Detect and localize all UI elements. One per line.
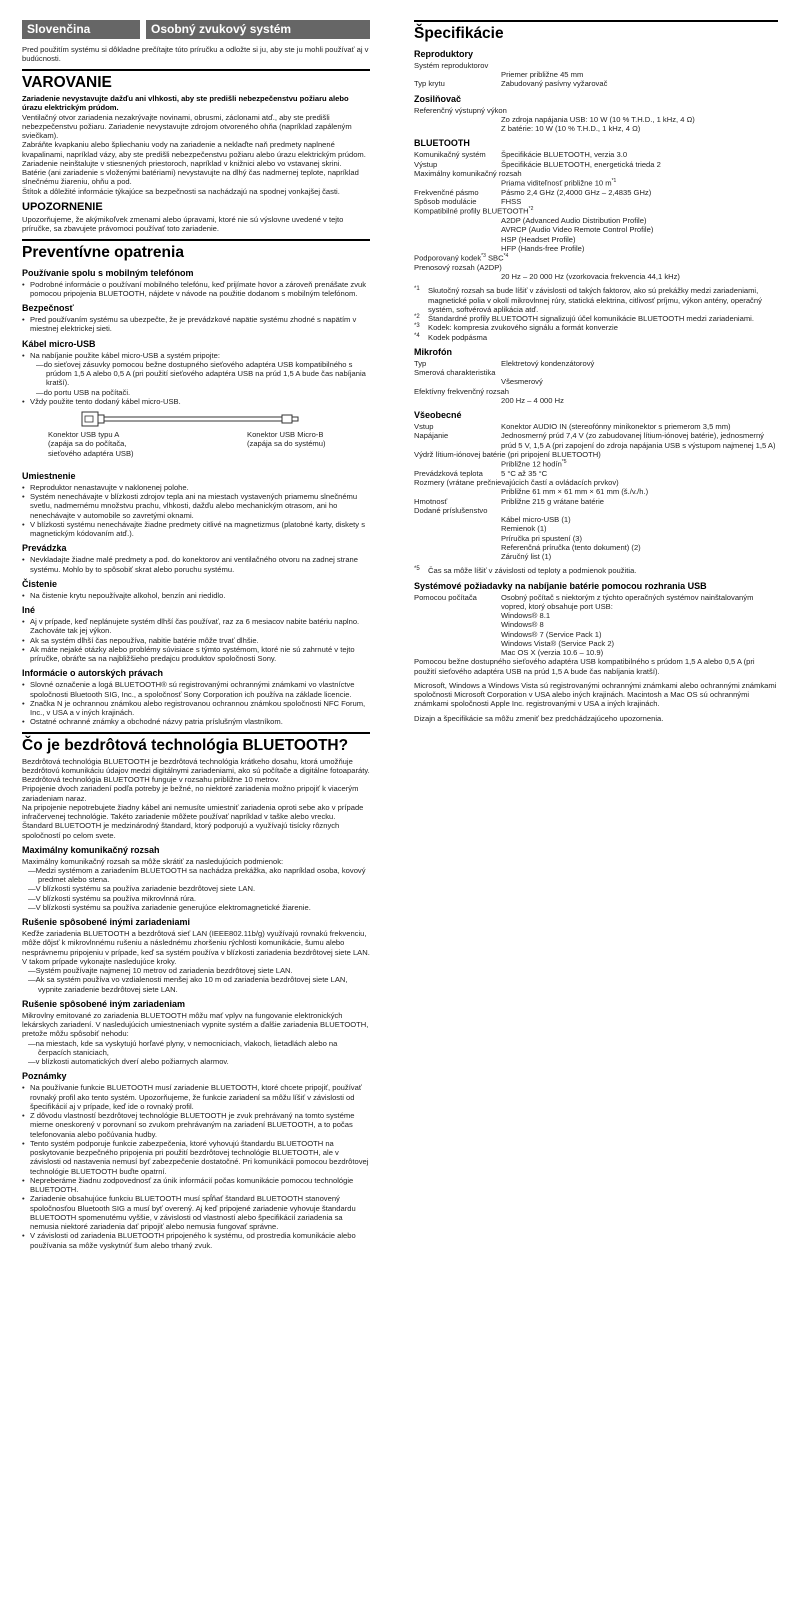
spec-value [501, 593, 778, 658]
label-line: Konektor USB typu A [48, 430, 120, 439]
spec-value [414, 178, 778, 188]
spec-value: Špecifikácie BLUETOOTH, verzia 3.0 [501, 150, 628, 160]
bt-spec-title: BLUETOOTH [414, 138, 470, 149]
spec-value: HSP (Headset Profile) [501, 234, 576, 244]
usb-sub-item: — do portu USB na počítači. [30, 388, 370, 397]
spec-key: Prevádzková teplota [414, 468, 483, 478]
spec-key: Frekvenčné pásmo [414, 187, 479, 197]
spec-key [414, 206, 778, 216]
product-tab: Osobný zvukový systém [146, 20, 370, 39]
operation-title: Prevádzka [22, 543, 67, 554]
spec-value: Zabudovaný pasívny vyžarovač [501, 79, 608, 89]
interference-item: — Systém používajte najmenej 10 metrov od zariadenia bezdrôtovej siete LAN. [22, 966, 370, 975]
intro-text: Pred použitím systému si dôkladne prečítajte túto príručku a odložte si ju, aby ste ju mohli používať aj v budúcnosti. [22, 44, 369, 63]
spec-row [414, 79, 778, 88]
spec-value [414, 459, 778, 469]
list-item: • Zariadenie obsahujúce funkciu BLUETOOTH musí spĺňať štandard BLUETOOTH stanovený spoločnosťou Bluetooth SIG a musí byť overený. Aj keď pripojené zariadenie vyhovuje štandardu BLUETOOTH spomenutému vyššie, v závislosti od vlastností alebo špecifikácií zariadenia sa nemusia niektoré zariadenia dať pripojiť alebo nemusia fungovať správne. [30, 1194, 370, 1231]
interference2-intro: Mikrovlny emitované zo zariadenia BLUETOOTH môžu mať vplyv na fungovanie elektronických lekárskych zariadení. V nasledujúcich umiestneniach vypnite systém a ďalšie zariadenia BLUETOOTH, pretože môžu spôsobiť nehodu: [22, 1010, 369, 1039]
footnote-mark: *3 [414, 323, 420, 330]
spec-key: Spôsob modulácie [414, 197, 477, 207]
spec-value: Príručka pri spustení (3) [501, 533, 583, 543]
footnote [414, 333, 778, 342]
spec-value: Približne 61 mm × 61 mm × 61 mm (š./v./h.) [501, 487, 649, 497]
warning-bold: Zariadenie nevystavujte dažďu ani vlhkosti, aby ste predišli nebezpečenstvu požiaru alebo úrazu elektrickým prúdom. [22, 94, 349, 113]
spec-key: Systém reproduktorov [414, 60, 489, 70]
spec-row [414, 253, 778, 263]
sysreq-title: Systémové požiadavky na nabíjanie batérie pomocou rozhrania USB [414, 580, 707, 591]
list-item [30, 351, 370, 397]
usb-a-label [48, 430, 134, 458]
speakers-title: Reproduktory [414, 48, 474, 59]
spec-row [414, 422, 778, 431]
footnote-ref: *2 [528, 206, 534, 213]
mic-title: Mikrofón [414, 346, 452, 357]
spec-key: Dodané príslušenstvo [414, 505, 488, 515]
usb-sub-item: — do sieťovej zásuvky pomocou bežne dostupného sieťového adaptéra USB kompatibilného s prúdom 1,5 A alebo 0,5 A (pri použití sieťového adaptéra USB na prúd 1,5 A bude čas nabíjania kratší). [30, 360, 370, 388]
range-item: — V blízkosti systému sa používa zariadenie generujúce elektromagnetické žiarenie. [22, 903, 370, 912]
interference-item: — Ak sa systém používa vo vzdialenosti menšej ako 10 m od zariadenia bezdrôtovej siete LAN, vypnite zariadenie bezdrôtovej siete LAN. [22, 975, 370, 994]
section-rule [22, 239, 370, 241]
list-item: • Vždy použite tento dodaný kábel micro-USB. [30, 397, 370, 406]
warning-para: Ventilačný otvor zariadenia nezakrývajte novinami, obrusmi, záclonami atď., aby ste predišli nebezpečenstvu požiaru. Zariadenie nevystavujte zdrojom otvoreného ohňa (napríklad zapáleným sviečkam). [22, 112, 352, 141]
list-item: • Z dôvodu vlastností bezdrôtovej technológie BLUETOOTH je zvuk prehrávaný na tomto systéme mierne oneskorený v porovnaní so zvukom prehrávaným na zariadení BLUETOOTH, a to počas telefonovania alebo počúvania hudby. [30, 1111, 370, 1139]
interference2-title: Rušenie spôsobené iným zariadeniam [22, 998, 186, 1009]
spec-value: 200 Hz – 4 000 Hz [501, 395, 564, 405]
os-item: Windows® 8 [501, 620, 544, 630]
warning-para: Zabráňte kvapkaniu alebo špliechaniu vody na zariadenie a neklaďte naň predmety naplnené kvapalinami, napríklad vázy, aby ste predišli nebezpečenstvu požiaru alebo úrazu elektrickým prúdom. [22, 140, 366, 159]
list-item: • Značka N je ochrannou známkou alebo registrovanou ochrannou známkou spoločnosti NFC Forum, Inc., v USA a v iných krajinách. [30, 699, 370, 718]
bt-intro: Štandard BLUETOOTH je medzinárodný štandard, ktorý podporujú a využívajú tisícky rôznych spoločností po celom svete. [22, 821, 340, 840]
other-list [22, 617, 370, 663]
list-item: • Systém nenechávajte v blízkosti zdrojov tepla ani na miestach vystavených priamemu slnečnému svetlu, nadmernému množstvu prachu, vlhkosti, dažďu alebo mechanickým otrasom, ani ho nenechávajte v automobile so zavretými oknami. [30, 492, 370, 520]
spec-value-text: Približne 12 hodín [501, 459, 562, 469]
spec-value: A2DP (Advanced Audio Distribution Profile) [501, 216, 647, 226]
footnote-ref: *5 [561, 459, 567, 466]
list-item: • Podrobné informácie o používaní mobilného telefónu, keď prijímate hovor a zároveň prenášate zvuk pomocou pripojenia BLUETOOTH, nájdete v návode na použitie dodanom s mobilným telefónom. [30, 280, 370, 299]
sysreq-adapter: Pomocou bežne dostupného sieťového adaptéra USB kompatibilného s prúdom 1,5 A alebo 0,5 A (pri použití sieťového adaptéra USB na prúd 1,5 A bude čas nabíjania kratší). [414, 657, 755, 676]
spec-key: Referenčný výstupný výkon [414, 105, 507, 115]
spec-value: Pásmo 2,4 GHz (2,4000 GHz – 2,4835 GHz) [501, 187, 652, 197]
footnote-ref: *1 [611, 178, 617, 185]
footnote-text: Čas sa môže líšiť v závislosti od teploty a podmienok použitia. [428, 566, 637, 576]
notes-title: Poznámky [22, 1071, 67, 1082]
spec-row [414, 431, 778, 450]
placement-title: Umiestnenie [22, 471, 76, 481]
notes-list [22, 1083, 370, 1250]
spec-key: Výstup [414, 159, 438, 169]
list-item: • Tento systém podporuje funkcie zabezpečenia, ktoré vyhovujú štandardu BLUETOOTH na poskytovanie bezpečného pripojenia pri použití bezdrôtovej technológie BLUETOOTH, ale v závislosti od nastavenia nemusí byť zabezpečenie dostatočné. Pri komunikácii pomocou bezdrôtovej technológie BLUETOOTH buďte opatrní. [30, 1139, 370, 1176]
list-item: • Aj v prípade, keď neplánujete systém dlhší čas používať, raz za 6 mesiacov nabite batériu naplno. Zachováte tak jej výkon. [30, 617, 370, 636]
list-item: • V blízkosti systému nenechávajte žiadne predmety citlivé na magnetizmus (platobné karty, diskety s magnetickým kódovaním atď.). [30, 520, 370, 539]
footnote-ref: *4 [503, 253, 509, 260]
safety-title: Bezpečnosť [22, 303, 74, 314]
cleaning-title: Čistenie [22, 578, 58, 589]
amp-title: Zosilňovač [414, 93, 462, 104]
footnote [414, 314, 778, 323]
usb-cable-diagram [22, 408, 370, 466]
language-tab: Slovenčina [22, 20, 140, 39]
os-item: Windows® 7 (Service Pack 1) [501, 629, 602, 639]
footnote-text: Štandardné profily BLUETOOTH signalizujú účel komunikácie BLUETOOTH medzi zariadeniami. [428, 314, 754, 324]
header-tabs [22, 20, 370, 39]
spec-value: 5 °C až 35 °C [501, 468, 548, 478]
spec-value: SBC [487, 253, 504, 263]
warning-para: Zariadenie neinštalujte v stiesnených priestoroch, napríklad v knižnici alebo vo vstavanej skrini. [22, 158, 342, 168]
label-line: (zapája sa do počítača, [48, 439, 127, 449]
warning-title: VAROVANIE [22, 69, 370, 93]
warning-para: Batérie (ani zariadenie s vloženými batériami) nevystavujte na dlhý čas nadmernej teplote, napríklad slnečnému žiareniu, ohňu a pod. [22, 168, 359, 187]
left-column [22, 20, 370, 1250]
range-item: — V blízkosti systému sa používa mikrovlnná rúra. [22, 894, 370, 903]
footnote-text: Skutočný rozsah sa bude líšiť v závislosti od takých faktorov, ako sú prekážky medzi zariadeniami, magnetické polia v okolí mikrovlnnej rúry, statická elektrina, citlivosť príjmu, výkon antény, operačný systém, softvérová aplikácia atď. [428, 286, 762, 314]
usb-item-text: Na nabíjanie použite kábel micro-USB a systém pripojte: [30, 350, 220, 360]
section-rule [22, 732, 370, 734]
list-item: • V závislosti od zariadenia BLUETOOTH pripojeného k systému, od prostredia komunikácie alebo používania sa môže vyskytnúť šum alebo trhaný zvuk. [30, 1231, 370, 1250]
bt-title: Čo je bezdrôtová technológia BLUETOOTH? [22, 736, 349, 754]
spec-value: Záručný list (1) [501, 552, 552, 562]
general-title: Všeobecné [414, 410, 462, 421]
sysreq-text: Osobný počítač s niektorým z týchto operačných systémov nainštalovaným vopred, ktorý obsahuje port USB: [501, 592, 754, 611]
operation-list [22, 555, 370, 574]
list-item: • Slovné označenie a logá BLUETOOTH® sú registrovanými ochrannými známkami vo vlastníctve spoločnosti Bluetooth SIG, Inc., a spoločnosť Sony Corporation ich používa na základe licencie. [30, 680, 370, 699]
list-item: • Nepreberáme žiadnu zodpovednosť za únik informácií počas komunikácie pomocou technológie BLUETOOTH. [30, 1176, 370, 1195]
spec-key: Maximálny komunikačný rozsah [414, 168, 522, 178]
spec-key: Komunikačný systém [414, 150, 486, 160]
trademarks-text: Microsoft, Windows a Windows Vista sú registrovanými ochrannými známkami alebo ochrannými známkami spoločnosti Microsoft Corporation v USA alebo iných krajinách. Macintosh a Mac OS sú ochrannými známkami spoločnosti Apple Inc. registrovanými v USA a iných krajinách. [414, 680, 777, 709]
range-intro: Maximálny komunikačný rozsah sa môže skrátiť za nasledujúcich podmienok: [22, 856, 284, 866]
spec-key: Výdrž lítium-iónovej batérie (pri pripojení BLUETOOTH) [414, 449, 601, 459]
list-item: • Na používanie funkcie BLUETOOTH musí zariadenie BLUETOOTH, ktoré chcete pripojiť, používať rovnaký profil ako tento systém. Upozorňujeme, že funkcie zariadení sa môžu líšiť v závislosti od špecifikácií aj v prípade, keď ide o rovnaký profil. [30, 1083, 370, 1111]
spec-row [414, 469, 778, 478]
footnote-text: Kodek: kompresia zvukového signálu a formát konverzie [428, 323, 618, 333]
footnote-text: Kodek podpásma [428, 332, 488, 342]
spec-value: Jednosmerný prúd 7,4 V (zo zabudovanej lítium-iónovej batérie), jednosmerný prúd 5 V, 1,5 A (pri zapojení do zdroja napájania USB s výstupom najmenej 1,5 A) [501, 431, 776, 450]
usb-list [22, 351, 370, 407]
footnote-mark: *1 [414, 286, 420, 293]
mobile-title: Používanie spolu s mobilným telefónom [22, 267, 194, 278]
footnote [414, 566, 778, 575]
caution-text: Upozorňujeme, že akýmikoľvek zmenami alebo úpravami, ktoré nie sú výslovne uvedené v tejto príručke, sa zbavujete právomoci používať toto zariadenie. [22, 215, 344, 234]
spec-row [414, 150, 778, 159]
label-line: (zapája sa do systému) [247, 439, 326, 449]
spec-key: Efektívny frekvenčný rozsah [414, 386, 509, 396]
spec-row [414, 197, 778, 206]
spec-value: Referenčná príručka (tento dokument) (2) [501, 542, 641, 552]
interference2-item: — na miestach, kde sa vyskytujú horľavé plyny, v nemocniciach, vlakoch, lietadlách alebo na čerpacích staniciach, [22, 1039, 370, 1058]
interference2-item: — v blízkosti automatických dverí alebo požiarnych alarmov. [22, 1057, 370, 1066]
footnote-ref: *3 [481, 253, 486, 260]
spec-row [414, 593, 778, 658]
spec-row [414, 188, 778, 197]
spec-key: Vstup [414, 422, 434, 432]
spec-value-text: Priama viditeľnosť približne 10 m [501, 178, 612, 188]
bt-intro: Bezdrôtová technológia BLUETOOTH je bezdrôtová technológia krátkeho dosahu, ktorá umožňuje bezdrôtovú komunikáciu údajov medzi digitálnymi zariadeniami, ako sú počítače a digitálne fotoaparáty. Bezdrôtová technológia BLUETOOTH funguje v rozsahu približne 10 metrov. [22, 756, 370, 784]
footnote [414, 286, 778, 314]
interference-intro: Keďže zariadenia BLUETOOTH a bezdrôtová sieť LAN (IEEE802.11b/g) využívajú rovnakú frekvenciu, môže dôjsť k mikrovlnnému rušeniu a následnému zhoršeniu rýchlosti komunikácie, šumu alebo nesprávnemu pripojeniu v prípade, keď sa systém používa v blízkosti zariadenia bezdrôtovej siete LAN. V takom prípade vykonajte nasledujúce kroky. [22, 929, 370, 966]
spec-key: Pomocou počítača [414, 592, 477, 602]
spec-key: Typ [414, 358, 427, 368]
caution-title: UPOZORNENIE [22, 200, 103, 213]
usb-microb-label [247, 430, 326, 449]
list-item: • Ak sa systém dlhší čas nepoužíva, nabitie batérie môže trvať dlhšie. [30, 636, 370, 645]
spec-value: Približne 215 g vrátane batérie [501, 496, 605, 506]
footnote-mark: *5 [414, 566, 420, 573]
footnote-mark: *4 [414, 332, 420, 339]
spec-value: Kábel micro-USB (1) [501, 515, 571, 525]
spec-value: 20 Hz – 20 000 Hz (vzorkovacia frekvencia 44,1 kHz) [501, 272, 680, 282]
mobile-list [22, 280, 370, 299]
spec-key: Podporovaný kodek [414, 253, 482, 263]
os-item: Windows® 8.1 [501, 611, 551, 621]
other-title: Iné [22, 605, 36, 616]
os-item: Mac OS X (verzia 10.6 – 10.9) [501, 648, 604, 658]
list-item: • Ak máte nejaké otázky alebo problémy súvisiace s týmto systémom, ktoré nie sú zahrnuté v tejto príručke, obráťte sa na najbližšieho predajcu produktov spoločnosti Sony. [30, 645, 370, 664]
spec-value: AVRCP (Audio Video Remote Control Profile) [501, 225, 654, 235]
spec-key: Prenosový rozsah (A2DP) [414, 262, 502, 272]
warning-para: Štítok a dôležité informácie týkajúce sa bezpečnosti sa nachádzajú na spodnej vonkajšej časti. [22, 186, 340, 196]
spec-value: Špecifikácie BLUETOOTH, energetická trieda 2 [501, 159, 661, 169]
range-item: — V blízkosti systému sa používa zariadenie bezdrôtovej siete LAN. [22, 884, 370, 893]
interference-title: Rušenie spôsobené inými zariadeniami [22, 917, 191, 928]
specs-title: Špecifikácie [414, 20, 778, 44]
copyright-title: Informácie o autorských právach [22, 668, 164, 679]
spec-row [414, 160, 778, 169]
right-column [414, 20, 778, 723]
spec-key: Typ krytu [414, 79, 445, 89]
list-item: • Nevkladajte žiadne malé predmety a pod. do konektorov ani ventilačného otvoru na zadnej strane systému. Mohlo by to spôsobiť skrat alebo poruchu systému. [30, 555, 370, 574]
spec-key: Napájanie [414, 431, 449, 441]
range-item: — Medzi systémom a zariadením BLUETOOTH sa nachádza prekážka, ako napríklad osoba, kovový predmet alebo stena. [22, 866, 370, 885]
label-line: Konektor USB Micro-B [247, 430, 324, 439]
spec-value: HFP (Hands-free Profile) [501, 243, 585, 253]
spec-row [414, 497, 778, 506]
spec-value: Remienok (1) [501, 524, 547, 534]
safety-list [22, 315, 370, 334]
usb-cable-illustration [52, 408, 312, 432]
spec-key: Rozmery (vrátane prečnievajúcich častí a ovládacích prvkov) [414, 478, 619, 488]
copyright-list [22, 680, 370, 726]
list-item: • Na čistenie krytu nepoužívajte alkohol, benzín ani riedidlo. [30, 591, 370, 600]
bt-intro: Na pripojenie nepotrebujete žiadny kábel ani nemusíte umiestniť zariadenia oproti sebe ako v prípade infračervenej technológie. Takéto zariadenie môžete používať napríklad v taške alebo vrecku. [22, 802, 364, 821]
spec-value: FHSS [501, 197, 522, 207]
spec-value: Všesmerový [501, 377, 543, 387]
spec-key: Hmotnosť [414, 496, 448, 506]
precautions-title: Preventívne opatrenia [22, 243, 184, 261]
spec-value: Z batérie: 10 W (10 % T.H.D., 1 kHz, 4 Ω) [501, 124, 641, 134]
list-item: • Pred používaním systému sa ubezpečte, že je prevádzkové napätie systému zhodné s napätím v miestnej elektrickej sieti. [30, 315, 370, 334]
range-title: Maximálny komunikačný rozsah [22, 844, 160, 855]
cleaning-list [22, 591, 370, 600]
spec-row [414, 359, 778, 368]
design-notice: Dizajn a špecifikácie sa môžu zmeniť bez predchádzajúceho upozornenia. [414, 713, 664, 723]
usb-title: Kábel micro-USB [22, 338, 96, 349]
os-item: Windows Vista® (Service Pack 2) [501, 638, 615, 648]
bt-intro: Pripojenie dvoch zariadení podľa potreby je bežné, no niektoré zariadenia možno pripojiť k viacerým zariadeniam naraz. [22, 784, 359, 803]
placement-list [22, 483, 370, 539]
spec-value: Zo zdroja napájania USB: 10 W (10 % T.H.D., 1 kHz, 4 Ω) [501, 114, 695, 124]
label-line: sieťového adaptéra USB) [48, 448, 134, 458]
spec-key-text: Kompatibilné profily BLUETOOTH [414, 206, 529, 216]
footnote [414, 323, 778, 332]
spec-value: Elektretový kondenzátorový [501, 358, 595, 368]
list-item: • Reproduktor nenastavujte v naklonenej polohe. [30, 483, 370, 492]
spec-key: Smerová charakteristika [414, 368, 496, 378]
footnote-mark: *2 [414, 314, 420, 321]
spec-value: Priemer približne 45 mm [501, 70, 584, 80]
spec-value: Konektor AUDIO IN (stereofónny minikonektor s priemerom 3,5 mm) [501, 422, 731, 432]
list-item: • Ostatné ochranné známky a obchodné názvy patria príslušným vlastníkom. [30, 717, 370, 726]
